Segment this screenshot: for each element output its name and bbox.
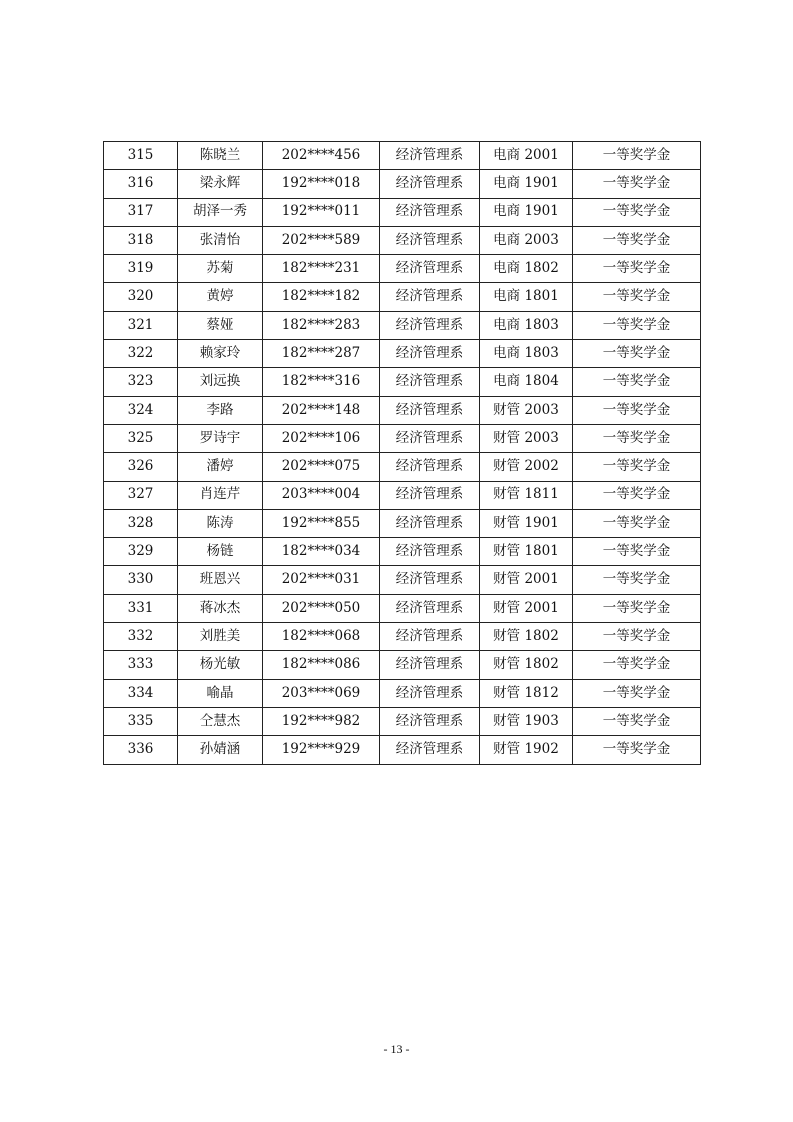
cell-class: 电商 1803 [480, 340, 573, 368]
cell-award: 一等奖学金 [573, 623, 701, 651]
cell-class: 财管 2001 [480, 566, 573, 594]
cell-student-id: 202****106 [263, 424, 380, 452]
cell-number: 327 [104, 481, 178, 509]
cell-name: 李路 [178, 396, 263, 424]
cell-number: 320 [104, 283, 178, 311]
cell-student-id: 192****982 [263, 707, 380, 735]
cell-class: 财管 1902 [480, 736, 573, 764]
cell-class: 电商 1803 [480, 311, 573, 339]
table-row [104, 142, 701, 170]
cell-number: 332 [104, 623, 178, 651]
table-row [104, 255, 701, 283]
table-row [104, 226, 701, 254]
cell-department: 经济管理系 [380, 538, 480, 566]
table-row [104, 509, 701, 537]
cell-department: 经济管理系 [380, 170, 480, 198]
cell-award: 一等奖学金 [573, 509, 701, 537]
cell-award: 一等奖学金 [573, 453, 701, 481]
cell-student-id: 182****231 [263, 255, 380, 283]
cell-department: 经济管理系 [380, 368, 480, 396]
cell-name: 潘婷 [178, 453, 263, 481]
cell-award: 一等奖学金 [573, 707, 701, 735]
table-row [104, 679, 701, 707]
cell-award: 一等奖学金 [573, 340, 701, 368]
cell-class: 财管 2001 [480, 594, 573, 622]
cell-department: 经济管理系 [380, 679, 480, 707]
cell-name: 黄婷 [178, 283, 263, 311]
scholarship-table-body [104, 142, 701, 765]
cell-class: 电商 2003 [480, 226, 573, 254]
cell-name: 杨光敏 [178, 651, 263, 679]
cell-award: 一等奖学金 [573, 226, 701, 254]
table-row [104, 396, 701, 424]
cell-department: 经济管理系 [380, 651, 480, 679]
cell-department: 经济管理系 [380, 481, 480, 509]
cell-department: 经济管理系 [380, 509, 480, 537]
cell-class: 电商 1804 [480, 368, 573, 396]
cell-department: 经济管理系 [380, 311, 480, 339]
cell-student-id: 202****589 [263, 226, 380, 254]
cell-number: 323 [104, 368, 178, 396]
cell-name: 陈涛 [178, 509, 263, 537]
cell-class: 财管 2002 [480, 453, 573, 481]
cell-number: 324 [104, 396, 178, 424]
table-row [104, 651, 701, 679]
cell-award: 一等奖学金 [573, 311, 701, 339]
cell-class: 财管 1802 [480, 651, 573, 679]
cell-award: 一等奖学金 [573, 142, 701, 170]
cell-name: 胡泽一秀 [178, 198, 263, 226]
cell-number: 319 [104, 255, 178, 283]
table-row [104, 623, 701, 651]
cell-number: 316 [104, 170, 178, 198]
cell-department: 经济管理系 [380, 283, 480, 311]
cell-student-id: 202****050 [263, 594, 380, 622]
table-row [104, 424, 701, 452]
table-row [104, 736, 701, 764]
cell-name: 喻晶 [178, 679, 263, 707]
cell-student-id: 182****283 [263, 311, 380, 339]
cell-number: 317 [104, 198, 178, 226]
cell-department: 经济管理系 [380, 594, 480, 622]
cell-student-id: 182****034 [263, 538, 380, 566]
cell-award: 一等奖学金 [573, 651, 701, 679]
cell-award: 一等奖学金 [573, 396, 701, 424]
cell-number: 336 [104, 736, 178, 764]
cell-student-id: 182****287 [263, 340, 380, 368]
cell-name: 蔡娅 [178, 311, 263, 339]
cell-class: 财管 1812 [480, 679, 573, 707]
cell-class: 电商 1901 [480, 170, 573, 198]
cell-student-id: 182****316 [263, 368, 380, 396]
table-row [104, 311, 701, 339]
cell-class: 财管 1802 [480, 623, 573, 651]
cell-student-id: 192****018 [263, 170, 380, 198]
cell-name: 肖连芹 [178, 481, 263, 509]
cell-name: 赖家玲 [178, 340, 263, 368]
cell-award: 一等奖学金 [573, 679, 701, 707]
cell-award: 一等奖学金 [573, 481, 701, 509]
cell-award: 一等奖学金 [573, 283, 701, 311]
table-row [104, 594, 701, 622]
table-row [104, 707, 701, 735]
cell-award: 一等奖学金 [573, 368, 701, 396]
cell-department: 经济管理系 [380, 424, 480, 452]
cell-class: 电商 1801 [480, 283, 573, 311]
cell-number: 330 [104, 566, 178, 594]
cell-student-id: 202****148 [263, 396, 380, 424]
cell-department: 经济管理系 [380, 566, 480, 594]
cell-award: 一等奖学金 [573, 198, 701, 226]
table-row [104, 198, 701, 226]
cell-department: 经济管理系 [380, 396, 480, 424]
cell-department: 经济管理系 [380, 707, 480, 735]
cell-number: 325 [104, 424, 178, 452]
cell-class: 电商 1901 [480, 198, 573, 226]
table-row [104, 283, 701, 311]
table-row [104, 566, 701, 594]
cell-number: 315 [104, 142, 178, 170]
cell-name: 刘远换 [178, 368, 263, 396]
cell-student-id: 192****929 [263, 736, 380, 764]
cell-class: 财管 1901 [480, 509, 573, 537]
cell-class: 财管 2003 [480, 424, 573, 452]
cell-department: 经济管理系 [380, 340, 480, 368]
table-row [104, 481, 701, 509]
cell-department: 经济管理系 [380, 226, 480, 254]
cell-class: 电商 1802 [480, 255, 573, 283]
table-row [104, 453, 701, 481]
cell-name: 杨链 [178, 538, 263, 566]
table-row [104, 368, 701, 396]
table-row [104, 538, 701, 566]
cell-student-id: 182****182 [263, 283, 380, 311]
cell-class: 电商 2001 [480, 142, 573, 170]
cell-award: 一等奖学金 [573, 255, 701, 283]
cell-class: 财管 2003 [480, 396, 573, 424]
cell-number: 318 [104, 226, 178, 254]
cell-name: 仝慧杰 [178, 707, 263, 735]
cell-number: 334 [104, 679, 178, 707]
scholarship-table [103, 141, 701, 765]
cell-class: 财管 1801 [480, 538, 573, 566]
cell-number: 333 [104, 651, 178, 679]
cell-name: 罗诗宇 [178, 424, 263, 452]
cell-number: 321 [104, 311, 178, 339]
cell-student-id: 192****855 [263, 509, 380, 537]
page-number: - 13 - [383, 1042, 410, 1056]
cell-number: 326 [104, 453, 178, 481]
cell-name: 刘胜美 [178, 623, 263, 651]
cell-name: 孙婧涵 [178, 736, 263, 764]
cell-name: 梁永辉 [178, 170, 263, 198]
cell-department: 经济管理系 [380, 198, 480, 226]
cell-name: 陈晓兰 [178, 142, 263, 170]
cell-class: 财管 1811 [480, 481, 573, 509]
cell-student-id: 192****011 [263, 198, 380, 226]
cell-department: 经济管理系 [380, 255, 480, 283]
cell-department: 经济管理系 [380, 142, 480, 170]
cell-award: 一等奖学金 [573, 424, 701, 452]
cell-name: 班恩兴 [178, 566, 263, 594]
cell-student-id: 202****075 [263, 453, 380, 481]
cell-number: 328 [104, 509, 178, 537]
cell-student-id: 202****456 [263, 142, 380, 170]
cell-student-id: 203****004 [263, 481, 380, 509]
cell-class: 财管 1903 [480, 707, 573, 735]
cell-award: 一等奖学金 [573, 538, 701, 566]
cell-award: 一等奖学金 [573, 170, 701, 198]
table-row [104, 170, 701, 198]
cell-award: 一等奖学金 [573, 736, 701, 764]
cell-student-id: 203****069 [263, 679, 380, 707]
cell-name: 苏菊 [178, 255, 263, 283]
cell-name: 蒋冰杰 [178, 594, 263, 622]
cell-award: 一等奖学金 [573, 566, 701, 594]
cell-name: 张清怡 [178, 226, 263, 254]
cell-number: 331 [104, 594, 178, 622]
cell-department: 经济管理系 [380, 736, 480, 764]
table-row [104, 340, 701, 368]
cell-student-id: 182****086 [263, 651, 380, 679]
cell-number: 322 [104, 340, 178, 368]
cell-department: 经济管理系 [380, 623, 480, 651]
cell-student-id: 182****068 [263, 623, 380, 651]
cell-award: 一等奖学金 [573, 594, 701, 622]
cell-department: 经济管理系 [380, 453, 480, 481]
cell-student-id: 202****031 [263, 566, 380, 594]
cell-number: 329 [104, 538, 178, 566]
cell-number: 335 [104, 707, 178, 735]
